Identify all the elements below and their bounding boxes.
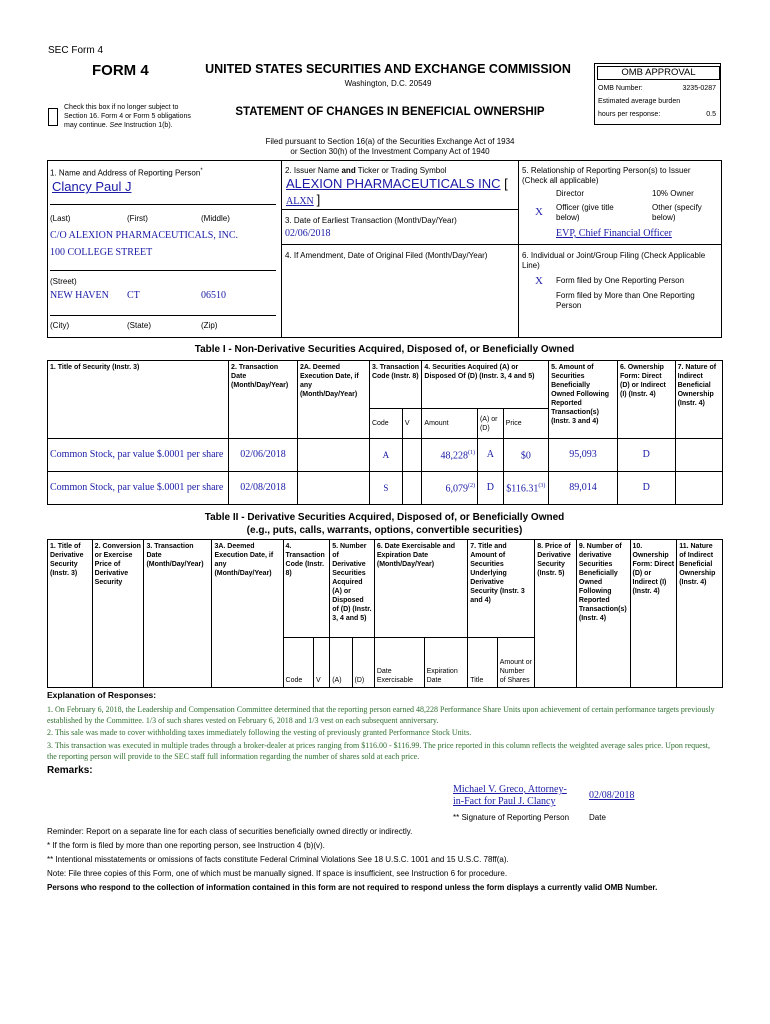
remarks-heading: Remarks: (47, 765, 93, 776)
box2-label: 2. Issuer Name and Ticker or Trading Symbol (285, 166, 447, 175)
t1-h4: 4. Securities Acquired (A) or Disposed Of (D) (Instr. 3, 4 and 5) (422, 361, 549, 409)
security-title: Common Stock, par value $.0001 per share (48, 439, 229, 472)
t1-amount-header: Amount (422, 409, 478, 439)
transaction-date: 02/06/2018 (229, 439, 298, 472)
city-label: (City) (50, 321, 70, 330)
zip-value: 06510 (201, 290, 226, 301)
reminder-text: Reminder: Report on a separate line for each class of securities beneficially owned directly or indirectly. (47, 827, 413, 836)
t2-h11: 11. Nature of Indirect Beneficial Ownership (Instr. 4) (677, 540, 723, 688)
owned-following: 89,014 (549, 472, 618, 505)
date-label: Date (589, 813, 606, 822)
transaction-code: S (369, 472, 402, 505)
omb-number-value: 3235-0287 (682, 85, 716, 92)
t2-code-header: Code (283, 638, 313, 688)
signature-value: Michael V. Greco, Attorney- in-Fact for Paul J. Clancy (453, 784, 567, 807)
t2-a-header: (A) (330, 638, 352, 688)
double-star-note: ** Intentional misstatements or omissions of facts constitute Federal Criminal Violations See 18 U.S.C. 1001 and 15 U.S.C. 78ff(a). (47, 855, 509, 864)
filed-pursuant: Filed pursuant to Section 16(a) of the Securities Exchange Act of 1934 or Section 30(h) of the Investment Company Act of 1940 (265, 137, 515, 156)
ownership-form: D (617, 439, 675, 472)
star-note: * If the form is filed by more than one reporting person, see Instruction 4 (b)(v). (47, 841, 325, 850)
non-derivative-table (47, 360, 723, 505)
form-title: FORM 4 (92, 62, 149, 79)
transaction-code: A (369, 439, 402, 472)
omb-persons-note: Persons who respond to the collection of information contained in this form are not required to respond unless the form displays a currently valid OMB Number. (47, 883, 658, 892)
omb-number-label: OMB Number: (598, 85, 643, 92)
more-persons-option[interactable]: Form filed by More than One Reporting Person (556, 291, 695, 310)
no-longer-subject-checkbox[interactable] (48, 108, 58, 126)
omb-title: OMB APPROVAL (597, 66, 720, 80)
t2-h5: 5. Number of Derivative Securities Acquired (A) or Disposed of (D) (Instr. 3, 4 and 5) (330, 540, 375, 638)
ticker-symbol: ALXN ] (286, 192, 321, 207)
amount: 6,079$^{(2)}$ (422, 472, 478, 505)
table-row (48, 439, 723, 472)
t1-aord-header: (A) or (D) (477, 409, 503, 439)
t1-h1: 1. Title of Security (Instr. 3) (48, 361, 229, 439)
t1-h3: 3. Transaction Code (Instr. 8) (369, 361, 421, 409)
one-person-check-mark: X (535, 275, 543, 287)
footnote-1: 1. On February 6, 2018, the Leadership and Compensation Committee determined that the reporting person earned 48,228 Performance Share Units upon achievement of certain performance targets previously established by the Committee. 1/3 of such shares vested on February 6, 2018 and 1/3 vest on each subsequent anniversary. (47, 705, 715, 725)
file-copies-note: Note: File three copies of this Form, one of which must be manually signed. If space is insufficient, see Instruction 6 for procedure. (47, 869, 508, 878)
agency-title: UNITED STATES SECURITIES AND EXCHANGE COMMISSION (205, 62, 571, 76)
director-option[interactable]: Director (556, 189, 585, 198)
t1-price-header: Price (503, 409, 548, 439)
officer-title: EVP, Chief Financial Officer (556, 228, 672, 239)
footnote-3: 3. This transaction was executed in multiple trades through a broker-dealer at prices ranging from $116.00 - $116.99. The price reported in this column reflects the weighted average sales price. Upon request, the reporting person will provide to the SEC staff full information regarding the number of shares sold at each price. (47, 741, 710, 761)
t2-h2: 2. Conversion or Exercise Price of Derivative Security (92, 540, 144, 688)
t2-h3a: 3A. Deemed Execution Date, if any (Month/Day/Year) (212, 540, 283, 688)
security-title: Common Stock, par value $.0001 per share (48, 472, 229, 505)
t1-h7: 7. Nature of Indirect Beneficial Ownership (Instr. 4) (675, 361, 722, 439)
box4-label: 4. If Amendment, Date of Original Filed (Month/Day/Year) (285, 251, 488, 260)
t2-exp-header: Expiration Date (424, 638, 468, 688)
t2-title-header: Title (468, 638, 497, 688)
omb-hours-label: hours per response: (598, 111, 661, 118)
last-label: (Last) (50, 214, 71, 223)
zip-label: (Zip) (201, 321, 218, 330)
reporting-person-name: Clancy Paul J (52, 179, 132, 194)
t2-date-ex-header: Date Exercisable (374, 638, 424, 688)
t2-h4: 4. Transaction Code (Instr. 8) (283, 540, 330, 638)
box6-label: 6. Individual or Joint/Group Filing (Check Applicable Line) (522, 251, 706, 270)
t2-h9: 9. Number of derivative Securities Beneficially Owned Following Reported Transaction(s) (Instr. 4) (576, 540, 630, 688)
ownership-form: D (617, 472, 675, 505)
t2-h8: 8. Price of Derivative Security (Instr. 5) (535, 540, 577, 688)
explanation-heading: Explanation of Responses: (47, 690, 157, 700)
table2-title: Table II - Derivative Securities Acquired, Disposed of, or Beneficially Owned (e.g., puts, calls, warrants, options, convertible securities) (204, 512, 565, 536)
table-row (48, 472, 723, 505)
t2-v-header: V (313, 638, 329, 688)
agency-address: Washington, D.C. 20549 (344, 79, 432, 88)
first-label: (First) (127, 214, 148, 223)
box1-label: 1. Name and Address of Reporting Person* (50, 168, 203, 178)
statement-title: STATEMENT OF CHANGES IN BENEFICIAL OWNERSHIP (235, 106, 545, 118)
price: $0 (503, 439, 548, 472)
price: $116.31$^{(3)}$ (503, 472, 548, 505)
state-label: (State) (127, 321, 152, 330)
acquired-disposed: A (477, 439, 503, 472)
address-line2: 100 COLLEGE STREET (50, 247, 153, 258)
t2-h6: 6. Date Exercisable and Expiration Date (Month/Day/Year) (374, 540, 467, 638)
other-option[interactable]: Other (specify below) (652, 203, 702, 222)
t2-h1: 1. Title of Derivative Security (Instr. 3) (48, 540, 93, 688)
t1-h2: 2. Transaction Date (Month/Day/Year) (229, 361, 298, 439)
t2-h3: 3. Transaction Date (Month/Day/Year) (144, 540, 212, 688)
derivative-table (47, 539, 723, 688)
footnote-2: 2. This sale was made to cover withholding taxes immediately following the vesting of previously granted Performance Stock Units. (47, 728, 472, 737)
box3-label: 3. Date of Earliest Transaction (Month/Day/Year) (285, 216, 457, 225)
ten-percent-owner-option[interactable]: 10% Owner (652, 189, 694, 198)
issuer-name: ALEXION PHARMACEUTICALS INC [ (286, 176, 508, 191)
transaction-date: 02/08/2018 (229, 472, 298, 505)
omb-hours-value: 0.5 (706, 111, 716, 118)
state-value: CT (127, 290, 140, 301)
one-person-option[interactable]: Form filed by One Reporting Person (556, 276, 685, 285)
t1-v-header: V (402, 409, 422, 439)
signature-date: 02/08/2018 (589, 790, 635, 801)
earliest-transaction-date: 02/06/2018 (285, 228, 331, 239)
sec-form-label: SEC Form 4 (48, 45, 104, 56)
owned-following: 95,093 (549, 439, 618, 472)
middle-label: (Middle) (201, 214, 230, 223)
t1-h2a: 2A. Deemed Execution Date, if any (Month/Day/Year) (297, 361, 369, 439)
amount: 48,228$^{(1)}$ (422, 439, 478, 472)
t1-h6: 6. Ownership Form: Direct (D) or Indirect (I) (Instr. 4) (617, 361, 675, 439)
t2-h10: 10. Ownership Form: Direct (D) or Indirect (I) (Instr. 4) (630, 540, 677, 688)
acquired-disposed: D (477, 472, 503, 505)
officer-check-mark: X (535, 206, 543, 218)
checkbox-text: Check this box if no longer subject to Section 16. Form 4 or Form 5 obligations may continue. See Instruction 1(b). (64, 104, 191, 129)
t2-d-header: (D) (352, 638, 374, 688)
street-label: (Street) (50, 277, 77, 286)
table1-title: Table I - Non-Derivative Securities Acquired, Disposed of, or Beneficially Owned (194, 344, 575, 355)
t1-code-header: Code (369, 409, 402, 439)
box5-label: 5. Relationship of Reporting Person(s) to Issuer (Check all applicable) (522, 166, 691, 185)
t2-amount-header: Amount or Number of Shares (497, 638, 535, 688)
t2-h7: 7. Title and Amount of Securities Underlying Derivative Security (Instr. 3 and 4) (468, 540, 535, 638)
officer-option[interactable]: Officer (give title below) (556, 203, 614, 222)
city-value: NEW HAVEN (50, 290, 109, 301)
omb-burden-label: Estimated average burden (598, 98, 681, 105)
signature-label: ** Signature of Reporting Person (453, 813, 570, 822)
t1-h5: 5. Amount of Securities Beneficially Owned Following Reported Transaction(s) (Instr. 3 and 4) (549, 361, 618, 439)
address-line1: C/O ALEXION PHARMACEUTICALS, INC. (50, 230, 239, 241)
